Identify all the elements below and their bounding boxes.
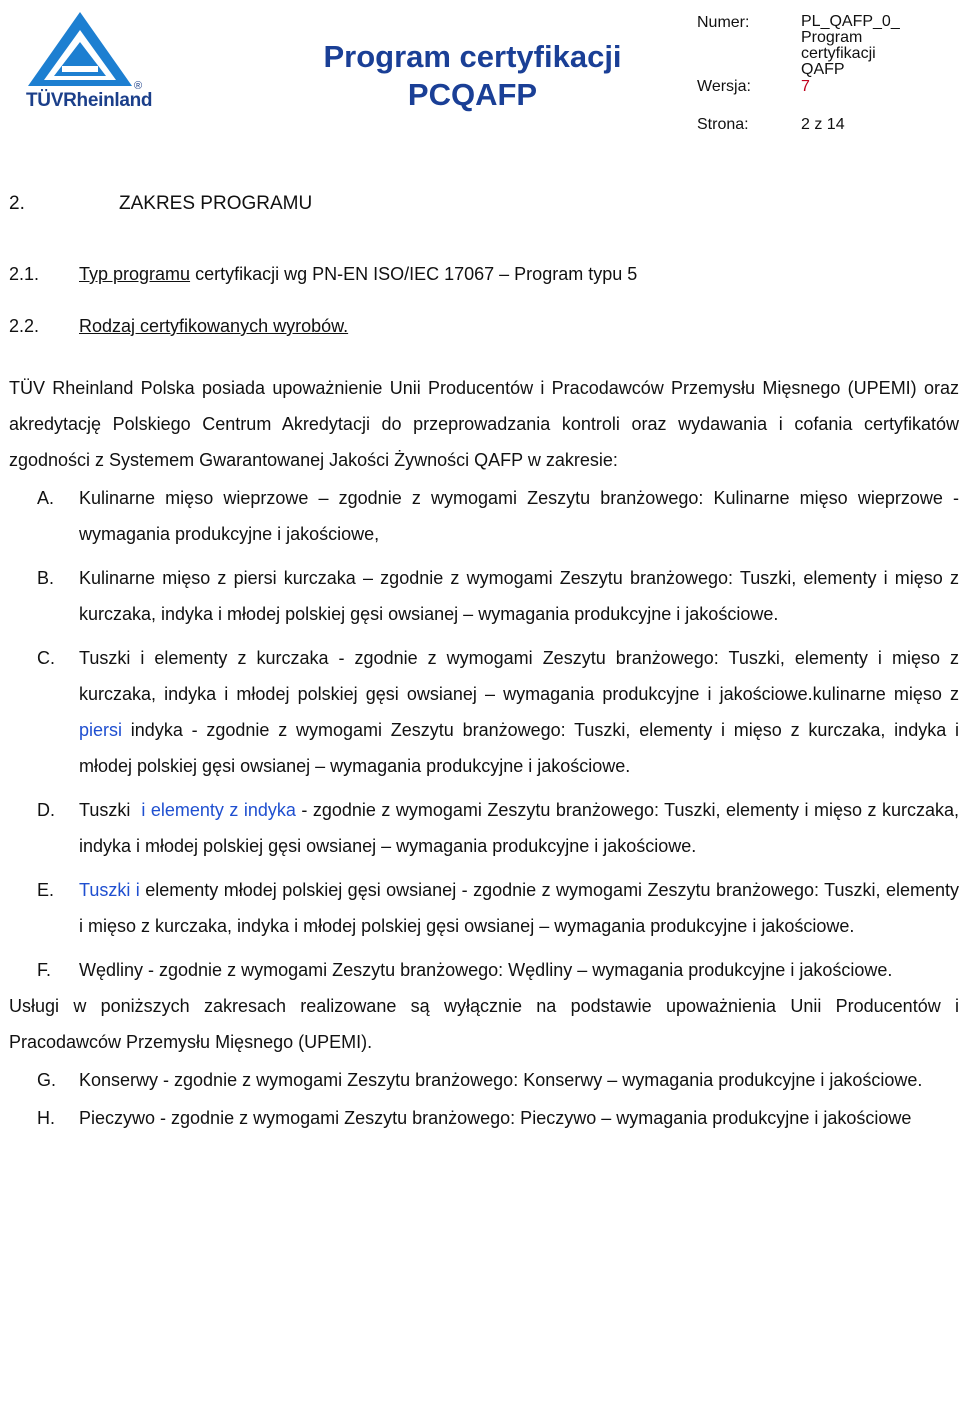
list-item-letter: C.	[37, 648, 55, 668]
list-item-text: Kulinarne mięso z piersi kurczaka – zgodnie z wymogami Zeszytu branżowego: Tuszki, elementy i mięso z kurczaka, indyka i młodej polskiej gęsi owsianej – wymagania produkcyjne i jakościowe.	[79, 568, 959, 624]
section-heading	[9, 186, 959, 226]
list-item-text: Wędliny - zgodnie z wymogami Zeszytu branżowego: Wędliny – wymagania produkcyjne i jakościowe.	[79, 960, 893, 980]
section-title: ZAKRES PROGRAMU	[119, 193, 313, 214]
list-item-highlight: i elementy z indyka	[141, 800, 296, 820]
page-content	[9, 180, 959, 1136]
list-item	[9, 952, 959, 988]
numer-value-line: Program certyfikacji	[801, 29, 876, 62]
list-item-text: Kulinarne mięso wieprzowe – zgodnie z wymogami Zeszytu branżowego: Kulinarne mięso wieprzowe - wymagania produkcyjne i jakościowe,	[79, 488, 959, 544]
title-line-1: Program certyfikacji	[323, 39, 622, 74]
logo-text: TÜVRheinland	[26, 90, 153, 111]
list-item-highlight: piersi	[79, 720, 123, 740]
list-item-letter: B.	[37, 568, 55, 588]
list-item-text: Pieczywo - zgodnie z wymogami Zeszytu branżowego: Pieczywo – wymagania produkcyjne i jakościowe	[79, 1108, 912, 1128]
numer-label: Numer:	[697, 14, 750, 31]
subsection-2-1	[9, 248, 959, 300]
numer-value	[801, 14, 900, 78]
services-note: Usługi w poniższych zakresach realizowane są wyłącznie na podstawie upoważnienia Unii Producentów i Pracodawców Przemysłu Mięsnego (UPEMI).	[9, 996, 959, 1052]
list-item-letter: H.	[37, 1108, 55, 1128]
list-item-text: Konserwy - zgodnie z wymogami Zeszytu branżowego: Konserwy – wymagania produkcyjne i jakościowe.	[79, 1070, 923, 1090]
numer-value-line: PL_QAFP_0_	[801, 13, 900, 30]
list-item-letter: F.	[37, 960, 52, 980]
list-item	[9, 1100, 959, 1136]
list-item-letter: E.	[37, 880, 55, 900]
wersja-label: Wersja:	[697, 78, 751, 95]
list-item-text: Tuszki	[79, 800, 142, 820]
list-item-letter: G.	[37, 1070, 57, 1090]
list-item-text: Tuszki i elementy z kurczaka - zgodnie z wymogami Zeszytu branżowego: Tuszki, elementy i mięso z kurczaka, indyka i młodej polskiej gęsi owsianej – wymagania produkcyjne i jakościowe.kulinarne mięso z	[79, 648, 959, 704]
wersja-value: 7	[801, 78, 810, 95]
subsection-title-link[interactable]: Rodzaj certyfikowanych wyrobów.	[79, 316, 349, 336]
tuv-triangle-icon	[22, 8, 147, 93]
title-line-2: PCQAFP	[407, 77, 538, 112]
list-item-text: indyka - zgodnie z wymogami Zeszytu branżowego: Tuszki, elementy i mięso z kurczaka, indyka i młodej polskiej gęsi owsianej – wymagania produkcyjne i jakościowe.	[79, 720, 959, 776]
list-item	[9, 792, 959, 864]
registered-mark: ®	[134, 80, 143, 92]
subsection-title-rest: certyfikacji wg PN-EN ISO/IEC 17067 – Program typu 5	[190, 264, 638, 284]
list-item	[9, 640, 959, 784]
intro-paragraph: TÜV Rheinland Polska posiada upoważnienie Unii Producentów i Pracodawców Przemysłu Mięsnego (UPEMI) oraz akredytację Polskiego Centrum Akredytacji do przeprowadzania kontroli oraz wydawania i cofania certyfikatów zgodności z Systemem Gwarantowanej Jakości Żywności QAFP w zakresie:	[9, 378, 959, 470]
list-item-letter: A.	[37, 488, 55, 508]
page-header	[0, 0, 960, 140]
strona-value: 2 z 14	[801, 116, 845, 133]
subsection-number: 2.2.	[9, 316, 40, 336]
strona-label: Strona:	[697, 116, 749, 133]
list-item	[9, 872, 959, 944]
tuv-rheinland-logo	[22, 8, 153, 118]
subsection-title-link[interactable]: Typ programu	[79, 264, 191, 284]
list-item	[9, 1062, 959, 1098]
list-item-letter: D.	[37, 800, 55, 820]
list-item	[9, 480, 959, 552]
numer-value-line: QAFP	[801, 61, 845, 78]
list-item	[9, 560, 959, 632]
document-title	[300, 38, 645, 114]
subsection-2-2	[9, 300, 959, 352]
subsection-number: 2.1.	[9, 264, 40, 284]
list-item-highlight: Tuszki i	[79, 880, 140, 900]
section-number: 2.	[9, 193, 25, 214]
list-item-text: elementy młodej polskiej gęsi owsianej - zgodnie z wymogami Zeszytu branżowego: Tuszki, elementy i mięso z kurczaka, indyka i młodej polskiej gęsi owsianej – wymagania produkcyjne i jakościowe.	[79, 880, 959, 936]
list-item-text: - zgodnie z wymogami Zeszytu branżowego: Tuszki, elementy i mięso z kurczaka, indyka i młodej polskiej gęsi owsianej – wymagania produkcyjne i jakościowe.	[79, 800, 959, 856]
